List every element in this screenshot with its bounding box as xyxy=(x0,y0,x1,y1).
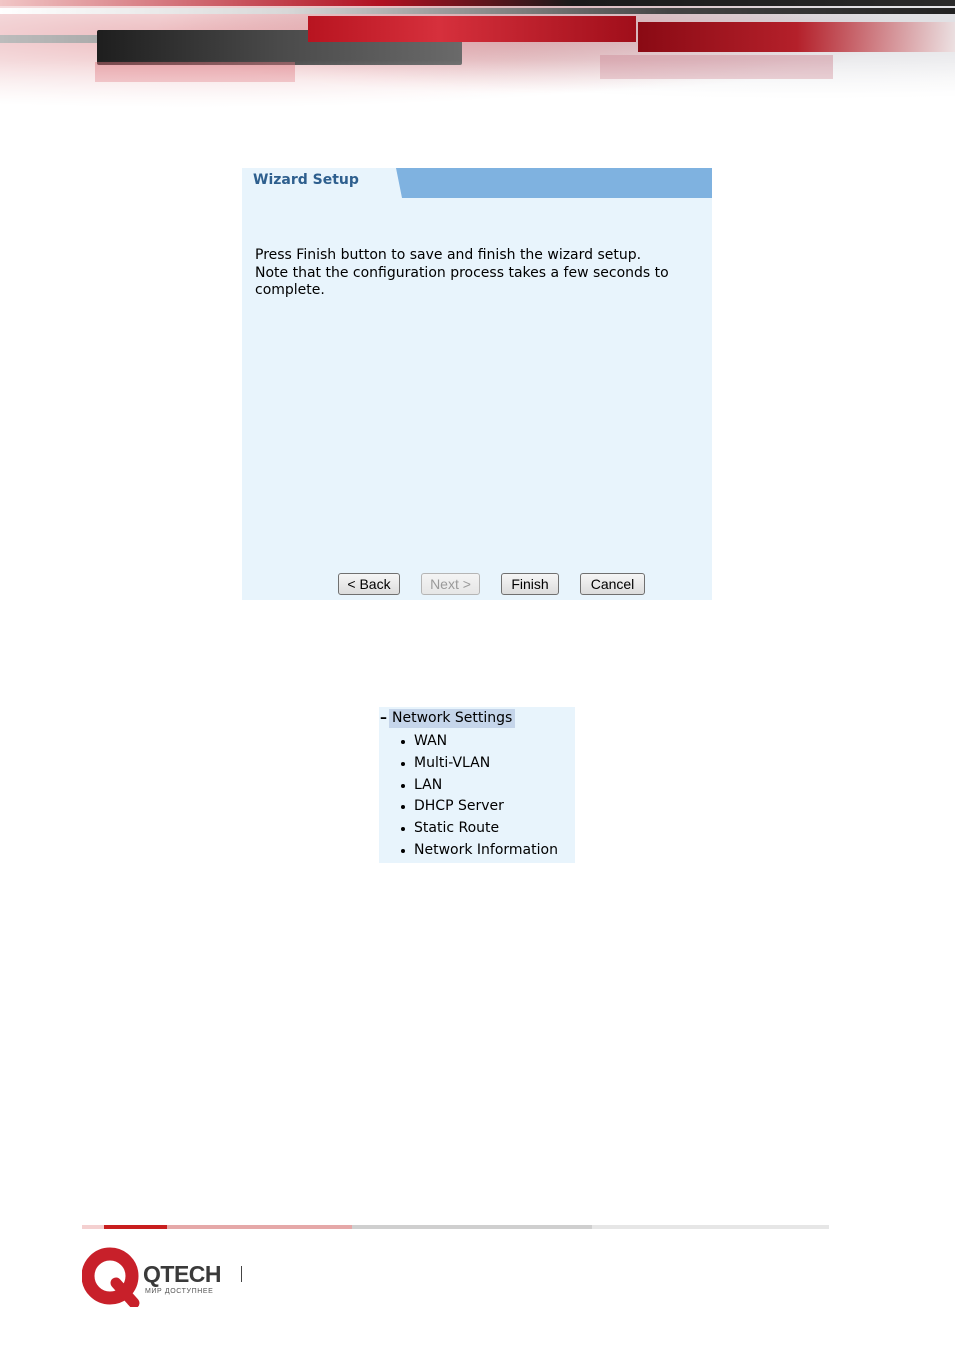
bullet-icon xyxy=(401,740,405,744)
cancel-button[interactable]: Cancel xyxy=(580,573,645,595)
tree-item-label[interactable]: Multi-VLAN xyxy=(414,755,491,771)
wizard-message-line: Press Finish button to save and finish the wizard setup. xyxy=(255,247,642,263)
qtech-logo xyxy=(82,1247,242,1307)
header-banner xyxy=(0,0,955,150)
collapse-minus-icon[interactable]: – xyxy=(380,710,387,726)
logo-tagline: МИР ДОСТУПНЕЕ xyxy=(145,1288,214,1295)
back-button[interactable]: < Back xyxy=(338,573,400,595)
wizard-title: Wizard Setup xyxy=(253,172,359,188)
tree-item-label[interactable]: DHCP Server xyxy=(414,798,504,814)
finish-button[interactable]: Finish xyxy=(501,573,559,595)
qtech-q-logo-icon xyxy=(82,1247,140,1307)
wizard-message-line: Note that the configuration process takes a few seconds to xyxy=(255,264,669,281)
tree-item-label[interactable]: LAN xyxy=(414,777,443,793)
tree-item-label[interactable]: WAN xyxy=(414,733,448,749)
logo-wordmark: QTECH xyxy=(143,1261,221,1287)
network-settings-tree xyxy=(379,707,575,863)
wizard-setup-panel xyxy=(242,168,712,600)
wizard-message xyxy=(255,247,713,300)
banner-fade xyxy=(0,0,955,150)
footer-divider xyxy=(82,1225,829,1229)
bullet-icon xyxy=(401,762,405,766)
bullet-icon xyxy=(401,827,405,831)
tree-item-label[interactable]: Static Route xyxy=(414,820,500,836)
next-button[interactable]: Next > xyxy=(421,573,480,595)
bullet-icon xyxy=(401,805,405,809)
logo-separator xyxy=(241,1266,242,1282)
tree-item-label[interactable]: Network Information xyxy=(414,842,558,858)
wizard-message-line: complete. xyxy=(255,282,325,298)
bullet-icon xyxy=(401,784,405,788)
tree-node-label[interactable]: Network Settings xyxy=(389,709,515,728)
bullet-icon xyxy=(401,849,405,853)
